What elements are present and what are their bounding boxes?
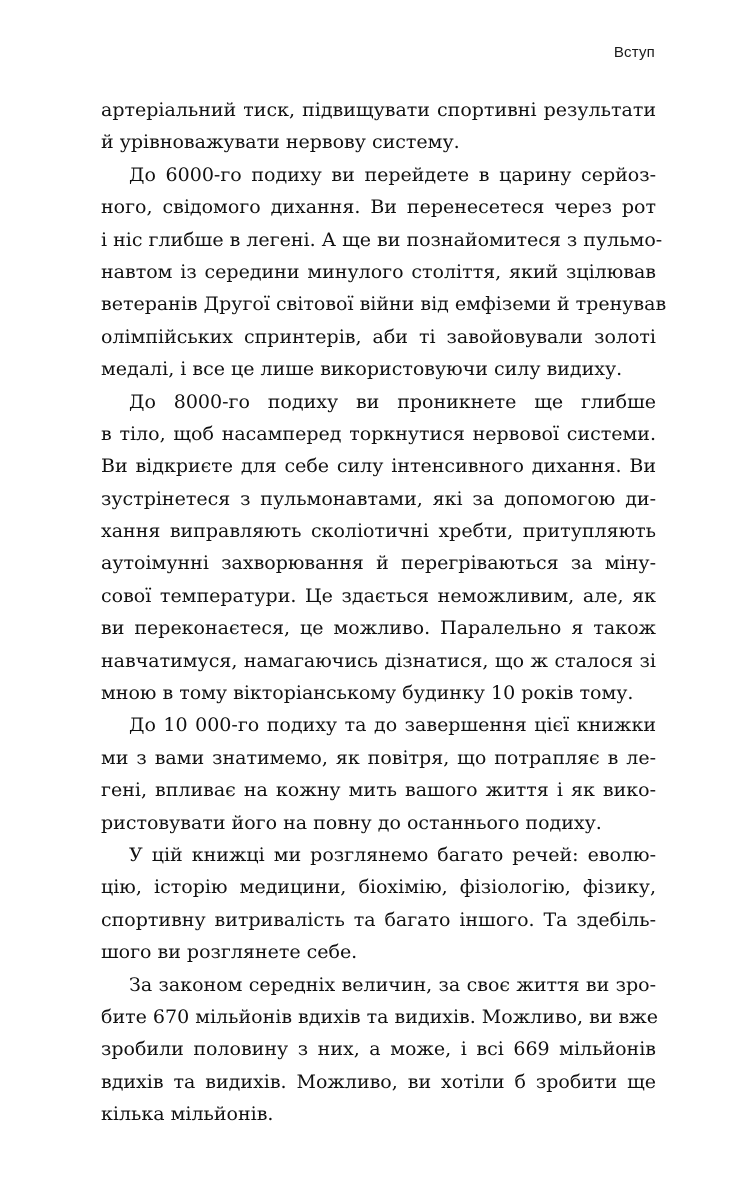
text-line: ветеранів Другої світової війни від емфіземи й тренував bbox=[101, 293, 667, 316]
text-line: цію, історію медицини, біохімію, фізіологію, фізику, bbox=[101, 876, 656, 899]
text-line: сової температури. Це здається неможливим, але, як bbox=[101, 584, 656, 607]
text-line: аутоімунні захворювання й перегріваються за міну- bbox=[101, 552, 656, 575]
text-line: і ніс глибше в легені. А ще ви познайомитеся з пульмо- bbox=[101, 228, 663, 251]
text-line: До 8000-го подиху ви проникнете ще глибше bbox=[129, 390, 656, 413]
text-line: кілька мільйонів. bbox=[101, 1103, 274, 1126]
text-line: олімпійських спринтерів, аби ті завойовували золоті bbox=[101, 325, 656, 348]
text-line: ви переконаєтеся, це можливо. Паралельно я також bbox=[101, 617, 656, 640]
text-line: навчатимуся, намагаючись дізнатися, що ж сталося зі bbox=[101, 649, 656, 672]
text-line: спортивну витривалість та багато іншого. Та здебіль- bbox=[101, 908, 656, 931]
text-line: в тіло, щоб насамперед торкнутися нервової системи. bbox=[101, 422, 656, 445]
text-line: хання виправляють сколіотичні хребти, притупляють bbox=[101, 520, 656, 543]
text-line: вдихів та видихів. Можливо, ви хотіли б зробити ще bbox=[101, 1070, 656, 1093]
paragraph bbox=[101, 386, 656, 710]
text-line: До 10 000-го подиху та до завершення цієї книжки bbox=[129, 714, 656, 737]
text-line: бите 670 мільйонів вдихів та видихів. Можливо, ви вже bbox=[101, 1005, 658, 1028]
text-line: За законом середніх величин, за своє життя ви зро- bbox=[129, 973, 656, 996]
text-line: й урівноважувати нервову систему. bbox=[101, 131, 460, 154]
paragraph bbox=[101, 159, 667, 386]
text-line: До 6000-го подиху ви перейдете в царину серйоз- bbox=[129, 163, 656, 186]
text-line: У цій книжці ми розглянемо багато речей: еволю- bbox=[129, 843, 656, 866]
paragraph bbox=[101, 969, 656, 1131]
text-line: ристовувати його на повну до останнього подиху. bbox=[101, 811, 602, 834]
text-line: артеріальний тиск, підвищувати спортивні результати bbox=[101, 99, 656, 121]
text-line: медалі, і все це лише використовуючи силу видиху. bbox=[101, 358, 623, 381]
text-line: навтом із середини минулого століття, який зцілював bbox=[101, 260, 656, 283]
body-text bbox=[101, 94, 667, 1131]
text-line: мною в тому вікторіанському будинку 10 років тому. bbox=[101, 682, 634, 705]
paragraph bbox=[101, 94, 656, 159]
text-line: зустрінетеся з пульмонавтами, які за допомогою ди- bbox=[101, 487, 656, 510]
text-line: ми з вами знатимемо, як повітря, що потрапляє в ле- bbox=[101, 746, 656, 769]
paragraph bbox=[101, 839, 656, 969]
paragraph bbox=[101, 709, 656, 839]
running-header: Вступ bbox=[613, 44, 655, 61]
text-line: шого ви розглянете себе. bbox=[101, 941, 358, 964]
text-line: ного, свідомого дихання. Ви перенесетеся через рот bbox=[101, 196, 656, 219]
text-line: гені, впливає на кожну мить вашого життя і як вико- bbox=[101, 779, 656, 802]
text-line: зробили половину з них, а може, і всі 669 мільйонів bbox=[101, 1038, 656, 1061]
text-line: Ви відкриєте для себе силу інтенсивного дихання. Ви bbox=[101, 455, 656, 478]
